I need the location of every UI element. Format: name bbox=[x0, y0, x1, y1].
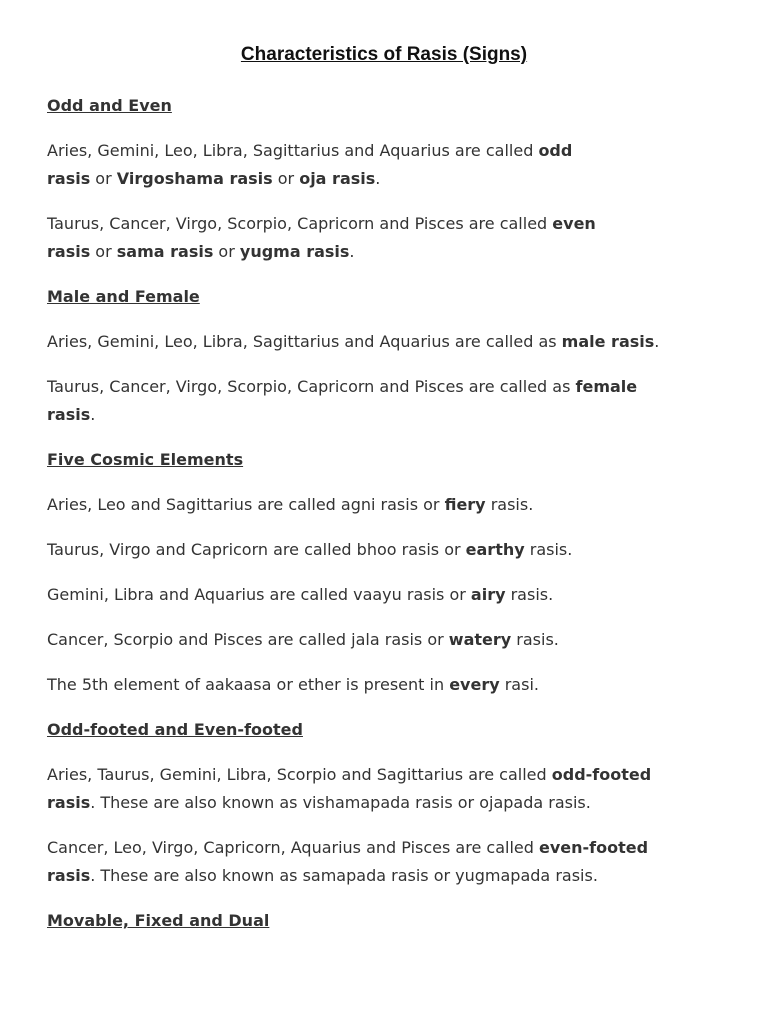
section-heading: Male and Female bbox=[47, 287, 200, 306]
bold-term: odd-footed bbox=[551, 765, 652, 784]
bold-term: every bbox=[449, 675, 500, 694]
bold-term: yugma rasis bbox=[239, 242, 350, 261]
section-paragraph bbox=[47, 210, 737, 266]
bold-term: oja rasis bbox=[299, 169, 376, 188]
text-run: Taurus, Cancer, Virgo, Scorpio, Capricorn and Pisces are called bbox=[47, 214, 553, 233]
bold-term: rasis bbox=[47, 866, 91, 885]
bold-term: rasis bbox=[47, 405, 91, 424]
text-run: Aries, Leo and Sagittarius are called agni rasis or bbox=[47, 495, 445, 514]
text-run: Aries, Taurus, Gemini, Libra, Scorpio and Sagittarius are called bbox=[47, 765, 552, 784]
section-paragraph bbox=[47, 581, 737, 609]
section-paragraph bbox=[47, 761, 737, 817]
text-run: Cancer, Leo, Virgo, Capricorn, Aquarius and Pisces are called bbox=[47, 838, 539, 857]
bold-term: rasis bbox=[47, 242, 91, 261]
bold-term: rasis bbox=[47, 793, 91, 812]
text-run: Aries, Gemini, Leo, Libra, Sagittarius and Aquarius are called bbox=[47, 141, 539, 160]
text-run: . bbox=[375, 169, 381, 188]
section-heading: Five Cosmic Elements bbox=[47, 450, 244, 469]
text-run: Gemini, Libra and Aquarius are called vaayu rasis or bbox=[47, 585, 471, 604]
bold-term: Virgoshama rasis bbox=[116, 169, 273, 188]
document-title: Characteristics of Rasis (Signs) bbox=[240, 44, 528, 65]
section-paragraph bbox=[47, 328, 737, 356]
text-run: . bbox=[654, 332, 660, 351]
section-heading: Odd and Even bbox=[47, 96, 172, 115]
text-run: . These are also known as vishamapada rasis or ojapada rasis. bbox=[90, 793, 591, 812]
text-run: or bbox=[90, 169, 117, 188]
section-paragraph bbox=[47, 137, 737, 193]
document-body bbox=[47, 92, 737, 952]
text-run: rasis. bbox=[505, 585, 554, 604]
section-paragraph bbox=[47, 491, 737, 519]
section-paragraph bbox=[47, 536, 737, 564]
text-run: Taurus, Virgo and Capricorn are called bhoo rasis or bbox=[47, 540, 466, 559]
text-run: rasi. bbox=[499, 675, 539, 694]
text-run: The 5th element of aakaasa or ether is present in bbox=[47, 675, 450, 694]
bold-term: even-footed bbox=[538, 838, 649, 857]
section-paragraph bbox=[47, 626, 737, 654]
bold-term: female bbox=[575, 377, 638, 396]
bold-term: odd bbox=[538, 141, 573, 160]
text-run: . These are also known as samapada rasis or yugmapada rasis. bbox=[90, 866, 598, 885]
bold-term: airy bbox=[470, 585, 506, 604]
text-run: rasis. bbox=[511, 630, 559, 649]
section-heading: Movable, Fixed and Dual bbox=[47, 911, 270, 930]
text-run: . bbox=[90, 405, 96, 424]
bold-term: fiery bbox=[444, 495, 486, 514]
text-run: or bbox=[272, 169, 300, 188]
section-heading: Odd-footed and Even-footed bbox=[47, 720, 303, 739]
bold-term: earthy bbox=[465, 540, 525, 559]
text-run: or bbox=[90, 242, 117, 261]
text-run: . bbox=[349, 242, 355, 261]
text-run: rasis. bbox=[524, 540, 573, 559]
text-run: Taurus, Cancer, Virgo, Scorpio, Capricorn and Pisces are called as bbox=[47, 377, 576, 396]
bold-term: watery bbox=[448, 630, 512, 649]
bold-term: even bbox=[552, 214, 596, 233]
section-paragraph bbox=[47, 373, 737, 429]
bold-term: rasis bbox=[47, 169, 91, 188]
section-paragraph bbox=[47, 671, 737, 699]
bold-term: male rasis bbox=[561, 332, 655, 351]
text-run: or bbox=[213, 242, 240, 261]
text-run: rasis. bbox=[485, 495, 534, 514]
section-paragraph bbox=[47, 834, 737, 890]
bold-term: sama rasis bbox=[116, 242, 214, 261]
text-run: Aries, Gemini, Leo, Libra, Sagittarius and Aquarius are called as bbox=[47, 332, 562, 351]
text-run: Cancer, Scorpio and Pisces are called jala rasis or bbox=[47, 630, 449, 649]
